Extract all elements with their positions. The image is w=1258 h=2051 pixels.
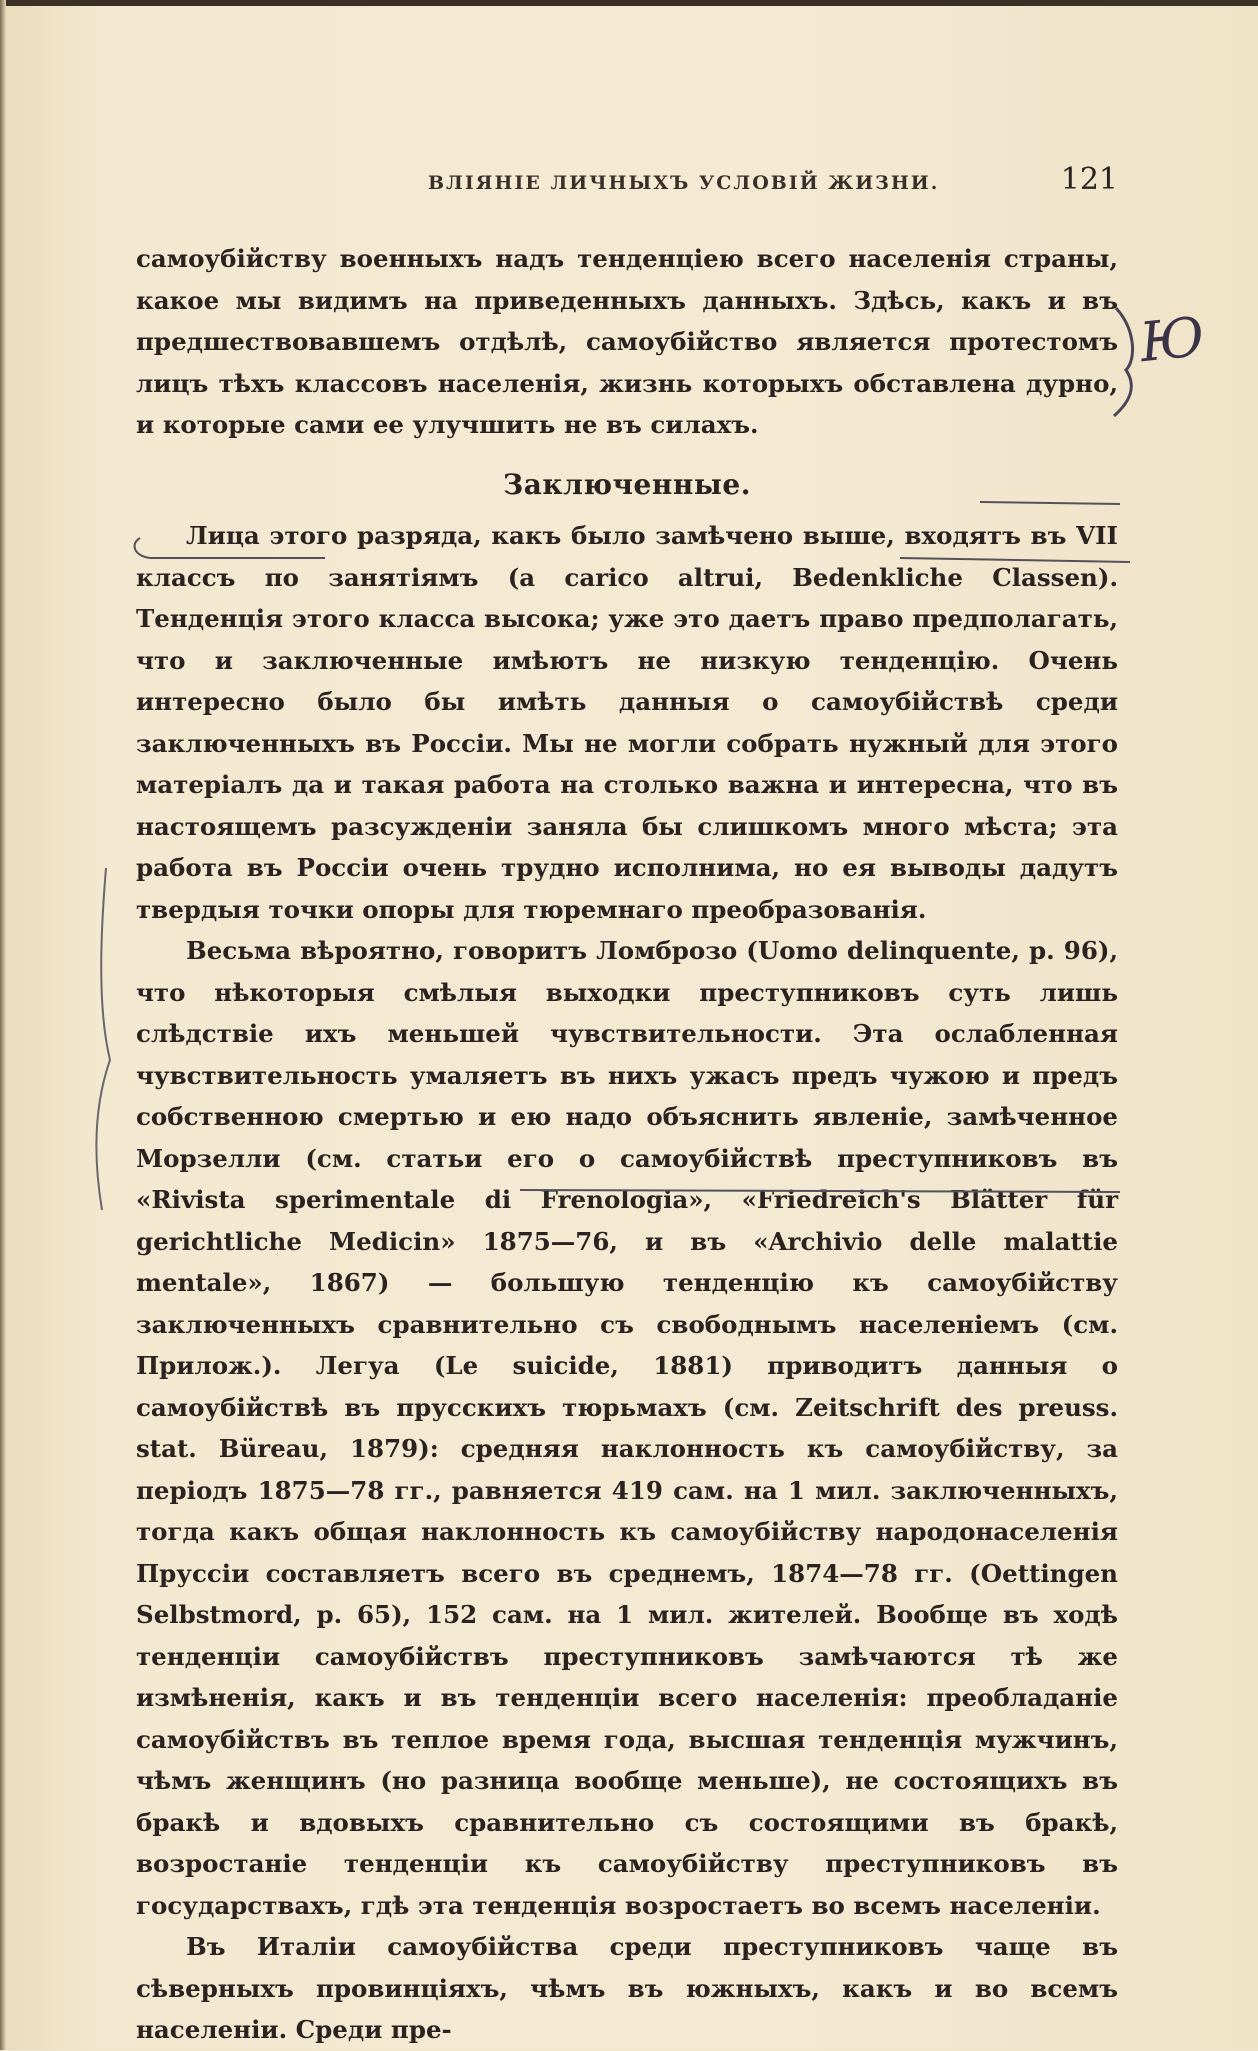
pencil-margin-line-left bbox=[84, 860, 124, 1220]
paragraph-1: самоубійству военныхъ надъ тенденціею всего населенія страны, какое мы видимъ на приведенныхъ данныхъ. Здѣсь, какъ и въ предшествовавшемъ отдѣлѣ, самоубійство является протестомъ лицъ тѣхъ классовъ населенія, жизнь которыхъ обставлена дурно, и которые сами ее улучшить не въ силахъ. bbox=[136, 244, 1118, 439]
paragraph-4: Въ Италіи самоубійства среди преступниковъ чаще въ сѣверныхъ провинціяхъ, чѣмъ въ южныхъ, какъ и во всемъ населеніи. Среди пре- bbox=[136, 1932, 1118, 2044]
section-heading: Заключенные. bbox=[503, 467, 751, 501]
page-left-edge bbox=[0, 0, 6, 2050]
page-header bbox=[138, 162, 1118, 202]
margin-handwritten-note: Ю bbox=[1136, 304, 1208, 375]
paragraph-2: Лица этого разряда, какъ было замѣчено выше, входятъ въ VII классъ по занятіямъ (a carico altrui, Bedenkliche Classen). Тенденція этого класса высока; уже это даетъ право предполагать, что и заключенные имѣютъ не низкую тенденцію. Очень интересно было бы имѣть данныя о самоубійствѣ среди заключенныхъ въ Россіи. Мы не могли собрать нужный для этого матеріалъ да и такая работа на столько важна и интересна, что въ настоящемъ разсужденіи заняла бы слишкомъ много мѣста; эта работа въ Россіи очень трудно исполнима, но ея выводы дадутъ твердыя точки опоры для тюремнаго преобразованія. bbox=[136, 521, 1118, 924]
paragraph-3: Весьма вѣроятно, говоритъ Ломброзо (Uomo delinquente, p. 96), что нѣкоторыя смѣлыя выходки преступниковъ суть лишь слѣдствіе ихъ меньшей чувствительности. Эта ослабленная чувствительность умаляетъ въ нихъ ужасъ предъ чужою и предъ собственною смертью и ею надо объяснить явленіе, замѣченное Морзелли (см. статьи его о самоубійствѣ преступниковъ въ «Rivista sperimentale di Frenologia», «Friedreich's Blätter für gerichtliche Medicin» 1875—76, и въ «Archivio delle malattie mentale», 1867) — большую тенденцію къ самоубійству заключенныхъ сравнительно съ свободнымъ населеніемъ (см. Прилож.). Легуа (Le suicide, 1881) приводитъ данныя о самоубійствѣ въ прусскихъ тюрьмахъ (см. Zeitschrift des preuss. stat. Büreau, 1879): средняя наклонность къ самоубійству, за періодъ 1875—78 гг., равняется 419 сам. на 1 мил. заключенныхъ, тогда какъ общая наклонность къ самоубійству народонаселенія Пруссіи составляетъ всего въ среднемъ, 1874—78 гг. (Oettingen Selbstmord, p. 65), 152 сам. на 1 мил. жителей. Вообще въ ходѣ тенденціи самоубійствъ преступниковъ замѣчаются тѣ же измѣненія, какъ и въ тенденціи всего населенія: преобладаніе самоубійствъ въ теплое время года, высшая тенденція мужчинъ, чѣмъ женщинъ (но разница вообще меньше), не состоящихъ въ бракѣ и вдовыхъ сравнительно съ состоящими въ бракѣ, возростаніе тенденціи къ самоубійству преступниковъ въ государствахъ, гдѣ эта тенденція возростаетъ во всемъ населеніи. bbox=[136, 936, 1118, 1920]
page-number: 121 bbox=[1060, 162, 1118, 197]
running-title: ВЛІЯНІЕ ЛИЧНЫХЪ УСЛОВІЙ ЖИЗНИ. bbox=[428, 172, 940, 194]
pencil-underline-1 bbox=[120, 500, 1140, 590]
pencil-underline-2 bbox=[520, 1180, 1140, 1200]
page-top-edge bbox=[0, 0, 1258, 6]
